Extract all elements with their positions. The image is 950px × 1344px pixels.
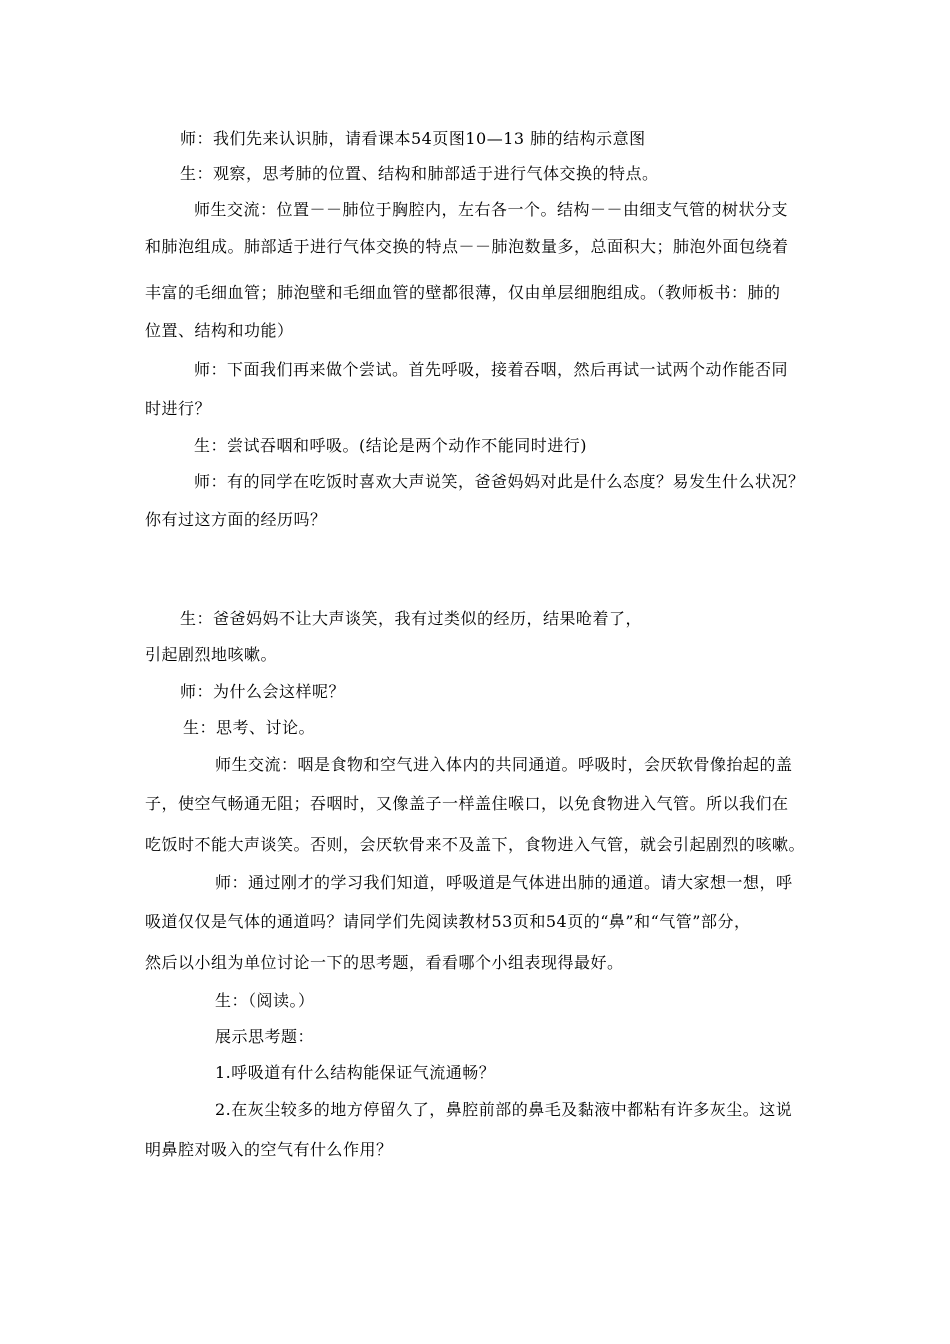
text-line: 你有过这方面的经历吗？ <box>145 510 327 529</box>
text-line: 和肺泡组成。肺部适于进行气体交换的特点－－肺泡数量多，总面积大；肺泡外面包绕着 <box>145 237 789 256</box>
text-line: 师生交流：位置－－肺位于胸腔内，左右各一个。结构－－由细支气管的树状分支 <box>194 200 789 219</box>
text-line: 引起剧烈地咳嗽。 <box>145 645 278 664</box>
text-line: 位置、结构和功能） <box>145 321 294 340</box>
text-line: 1.呼吸道有什么结构能保证气流通畅？ <box>215 1063 496 1082</box>
text-line: 时进行？ <box>145 399 212 418</box>
text-line: 吸道仅仅是气体的通道吗？请同学们先阅读教材53页和54页的“鼻”和“气管”部分， <box>145 912 751 931</box>
text-line: 吃饭时不能大声谈笑。否则，会厌软骨来不及盖下，食物进入气管，就会引起剧烈的咳嗽。 <box>145 835 806 854</box>
text-line: 师生交流：咽是食物和空气进入体内的共同通道。呼吸时，会厌软骨像抬起的盖 <box>215 755 793 774</box>
text-line: 生：观察，思考肺的位置、结构和肺部适于进行气体交换的特点。 <box>180 164 659 183</box>
text-line: 师：为什么会这样呢？ <box>180 682 346 701</box>
text-line: 生：思考、讨论。 <box>183 718 316 737</box>
text-line: 师：通过刚才的学习我们知道，呼吸道是气体进出肺的通道。请大家想一想，呼 <box>215 873 793 892</box>
text-line: 2.在灰尘较多的地方停留久了，鼻腔前部的鼻毛及黏液中都粘有许多灰尘。这说 <box>215 1100 793 1119</box>
text-line: 明鼻腔对吸入的空气有什么作用？ <box>145 1140 393 1159</box>
text-line: 生：尝试吞咽和呼吸。(结论是两个动作不能同时进行) <box>194 436 587 455</box>
text-line: 师：下面我们再来做个尝试。首先呼吸，接着吞咽，然后再试一试两个动作能否同 <box>194 360 789 379</box>
text-line: 师：我们先来认识肺，请看课本54页图10—13 肺的结构示意图 <box>180 129 646 148</box>
text-line: 然后以小组为单位讨论一下的思考题，看看哪个小组表现得最好。 <box>145 953 624 972</box>
text-line: 生：（阅读。） <box>215 991 315 1010</box>
text-line: 展示思考题： <box>215 1027 315 1046</box>
text-line: 师：有的同学在吃饭时喜欢大声说笑，爸爸妈妈对此是什么态度？易发生什么状况？ <box>194 472 805 491</box>
text-line: 子，使空气畅通无阻；吞咽时，又像盖子一样盖住喉口，以免食物进入气管。所以我们在 <box>145 794 789 813</box>
text-line: 丰富的毛细血管；肺泡壁和毛细血管的壁都很薄，仅由单层细胞组成。（教师板书：肺的 <box>145 283 781 302</box>
text-line: 生：爸爸妈妈不让大声谈笑，我有过类似的经历，结果呛着了， <box>180 609 643 628</box>
